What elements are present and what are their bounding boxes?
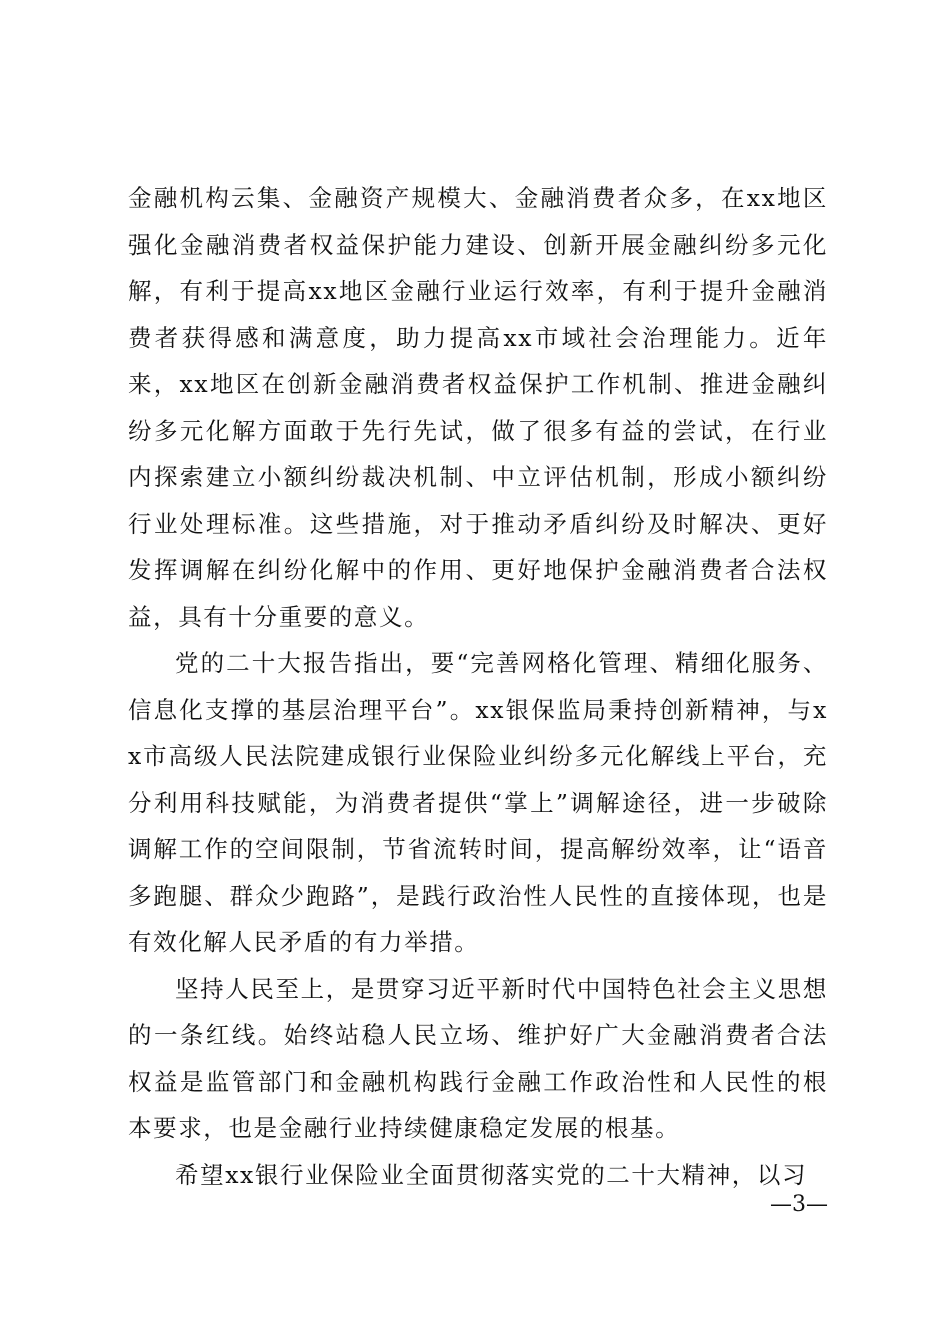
paragraph-3: 坚持人民至上，是贯穿习近平新时代中国特色社会主义思想的一条红线。始终站稳人民立场、维护好广大金融消费者合法权益是监管部门和金融机构践行金融工作政治性和人民性的根本要求，也是金融行业持续健康稳定发展的根基。 [128,974,828,1142]
body-text [128,175,828,1198]
paragraph-1: 金融机构云集、金融资产规模大、金融消费者众多，在xx地区强化金融消费者权益保护能力建设、创新开展金融纠纷多元化解，有利于提高xx地区金融行业运行效率，有利于提升金融消费者获得感和满意度，助力提高xx市域社会治理能力。近年来，xx地区在创新金融消费者权益保护工作机制、推进金融纠纷多元化解方面敢于先行先试，做了很多有益的尝试，在行业内探索建立小额纠纷裁决机制、中立评估机制，形成小额纠纷行业处理标准。这些措施，对于推动矛盾纠纷及时解决、更好发挥调解在纠纷化解中的作用、更好地保护金融消费者合法权益，具有十分重要的意义。 [128,184,828,631]
paragraph-2: 党的二十大报告指出，要“完善网格化管理、精细化服务、信息化支撑的基层治理平台”。xx银保监局秉持创新精神，与xx市高级人民法院建成银行业保险业纠纷多元化解线上平台，充分利用科技赋能，为消费者提供“掌上”调解途径，进一步破除调解工作的空间限制，节省流转时间，提高解纷效率，让“语音多跑腿、群众少跑路”，是践行政治性人民性的直接体现，也是有效化解人民矛盾的有力举措。 [128,649,828,956]
paragraph-4: 希望xx银行业保险业全面贯彻落实党的二十大精神，以习 [175,1160,808,1189]
page-number: —3— [770,1192,828,1217]
